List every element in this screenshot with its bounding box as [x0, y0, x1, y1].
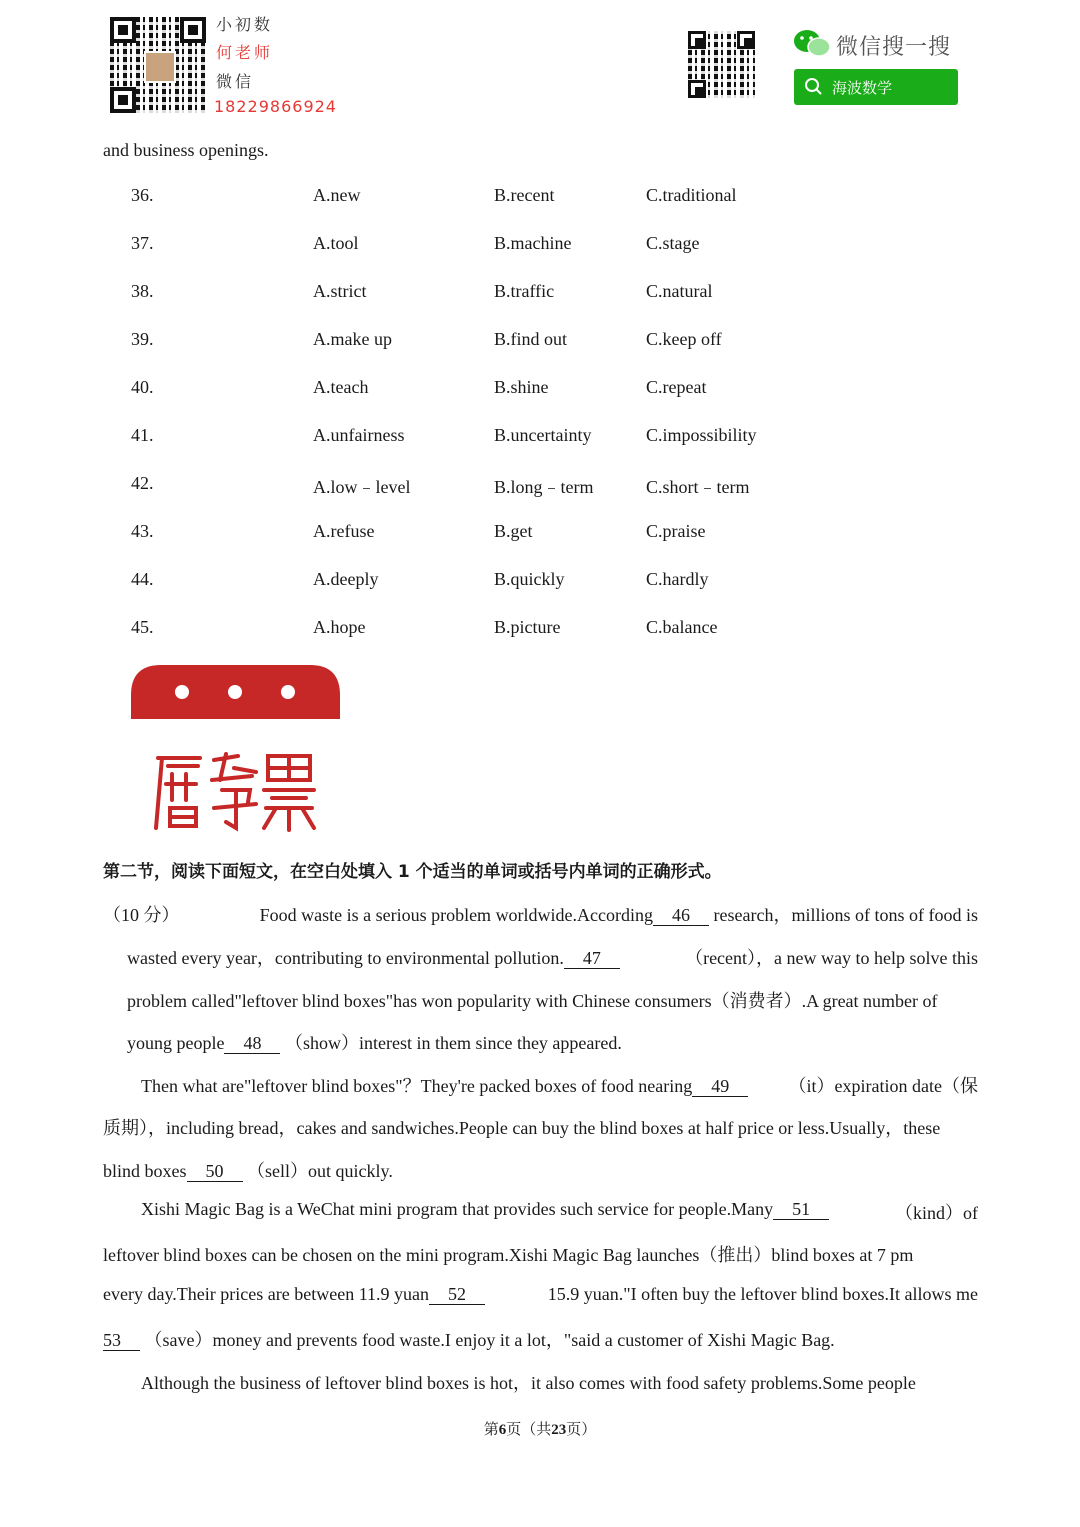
search-button[interactable] [794, 69, 958, 105]
blank-53: 53 [103, 1330, 140, 1351]
option-b: B.quickly [494, 569, 565, 589]
option-a: A.deeply [313, 569, 379, 589]
handwritten-line-3: 微信 [216, 72, 255, 91]
option-c: C.keep off [646, 329, 722, 349]
question-number: 40. [131, 377, 154, 397]
option-a: A.refuse [313, 521, 375, 541]
score-label: （10 分） [103, 905, 180, 925]
passage-text: wasted every year，contributing to environmental pollution. [127, 948, 564, 968]
passage-line-12: Although the business of leftover blind boxes is hot，it also comes with food safety problems.Some people [141, 1373, 916, 1393]
blank-51: 51 [773, 1199, 829, 1220]
option-a: A.unfairness [313, 425, 405, 445]
footer-page: 6 [498, 1422, 507, 1438]
passage-text: Xishi Magic Bag is a WeChat mini program that provides such service for people.Many [141, 1199, 774, 1219]
passage-line-1 [103, 901, 978, 927]
handwritten-line-2: 何老师 [216, 43, 274, 62]
option-b: B.picture [494, 617, 561, 637]
footer-total: 23 [551, 1422, 567, 1438]
footer-prefix: 第 [483, 1422, 499, 1438]
option-a: A.low﹣level [313, 477, 411, 497]
option-b: B.traffic [494, 281, 555, 301]
passage-text: Then what are"leftover blind boxes"？They're packed boxes of food nearing [141, 1076, 693, 1096]
option-b: B.recent [494, 185, 555, 205]
section-heading: 第二节，阅读下面短文，在空白处填入 1 个适当的单词或括号内单词的正确形式。 [103, 862, 722, 882]
passage-segment [127, 944, 620, 970]
passage-segment: Food waste is a serious problem worldwide.According [259, 905, 654, 925]
blank-47: 47 [564, 948, 620, 969]
option-c: C.short﹣term [646, 477, 750, 497]
blank-49: 49 [692, 1076, 748, 1097]
option-c: C.repeat [646, 377, 707, 397]
passage-segment: （show）interest in them since they appeared. [284, 1033, 622, 1053]
passage-text: every day.Their prices are between 11.9 yuan [103, 1284, 430, 1304]
passage-segment: 15.9 yuan."I often buy the leftover blind boxes.It allows me [547, 1284, 978, 1304]
passage-segment [141, 1199, 829, 1225]
passage-line-2 [127, 944, 978, 970]
question-number: 39. [131, 329, 154, 349]
footer-suffix: 页） [566, 1422, 597, 1438]
passage-line-4 [127, 1029, 622, 1055]
option-a: A.teach [313, 377, 369, 397]
option-b: B.get [494, 521, 533, 541]
passage-segment: （it）expiration date（保 [788, 1076, 978, 1096]
blank-48: 48 [224, 1033, 280, 1054]
passage-line-5 [141, 1072, 978, 1098]
option-b: B.shine [494, 377, 549, 397]
passage-segment: （recent），a new way to help solve this [685, 948, 978, 968]
passage-line-11 [103, 1326, 835, 1352]
search-button-label: 海波数学 [832, 78, 893, 97]
passage-segment: （save）money and prevents food waste.I enjoy it a lot，"said a customer of Xishi Magic Bag. [144, 1330, 835, 1350]
question-number: 43. [131, 521, 154, 541]
seal-script-logo [152, 750, 317, 832]
handwritten-line-1: 小初数 [216, 15, 274, 34]
wechat-search-label: 微信搜一搜 [836, 35, 952, 60]
passage-tail: and business openings. [103, 140, 269, 160]
blank-46: 46 [653, 905, 709, 926]
passage-segment [141, 1072, 748, 1098]
option-b: B.uncertainty [494, 425, 592, 445]
question-number: 44. [131, 569, 154, 589]
passage-segment: （sell）out quickly. [247, 1161, 393, 1181]
search-icon [804, 77, 824, 97]
option-c: C.balance [646, 617, 718, 637]
passage-segment: blind boxes [103, 1161, 187, 1181]
passage-segment [103, 1284, 485, 1305]
passage-line-8 [141, 1199, 978, 1225]
passage-segment: （kind）of [895, 1203, 978, 1223]
option-a: A.make up [313, 329, 392, 349]
question-number: 37. [131, 233, 154, 253]
qr-code-right [688, 31, 755, 98]
option-b: B.long﹣term [494, 477, 594, 497]
question-number: 45. [131, 617, 154, 637]
portrait-thumbnail [144, 51, 176, 83]
option-a: A.tool [313, 233, 359, 253]
option-b: B.find out [494, 329, 568, 349]
wechat-icon [792, 28, 832, 60]
decorative-dots-banner [131, 665, 340, 719]
option-c: C.impossibility [646, 425, 757, 445]
dot-icon [228, 685, 242, 699]
question-number: 41. [131, 425, 154, 445]
passage-line-7 [103, 1157, 393, 1183]
passage-line-10 [103, 1284, 978, 1305]
option-c: C.stage [646, 233, 700, 253]
question-number: 36. [131, 185, 154, 205]
option-c: C.traditional [646, 185, 737, 205]
dot-icon [175, 685, 189, 699]
option-a: A.hope [313, 617, 366, 637]
passage-segment: research，millions of tons of food is [713, 905, 978, 925]
qr-code-left [110, 17, 206, 113]
option-a: A.strict [313, 281, 367, 301]
question-number: 38. [131, 281, 154, 301]
page-footer [0, 1418, 1080, 1439]
option-b: B.machine [494, 233, 572, 253]
passage-line-6: 质期），including bread，cakes and sandwiches.People can buy the blind boxes at half price or less.Usually，these [103, 1118, 941, 1138]
passage-segment: young people [127, 1033, 225, 1053]
option-c: C.natural [646, 281, 713, 301]
option-c: C.hardly [646, 569, 709, 589]
dot-icon [281, 685, 295, 699]
passage-line-9: leftover blind boxes can be chosen on the mini program.Xishi Magic Bag launches（推出）blind boxes at 7 pm [103, 1245, 914, 1265]
passage-text [260, 901, 978, 927]
option-c: C.praise [646, 521, 706, 541]
handwritten-phone: 18229866924 [214, 97, 337, 116]
blank-52: 52 [429, 1284, 485, 1305]
option-a: A.new [313, 185, 361, 205]
blank-50: 50 [187, 1161, 243, 1182]
question-number: 42. [131, 473, 154, 493]
passage-line-3: problem called"leftover blind boxes"has won popularity with Chinese consumers（消费者）.A great number of [127, 991, 938, 1011]
footer-mid: 页（共 [506, 1422, 552, 1438]
